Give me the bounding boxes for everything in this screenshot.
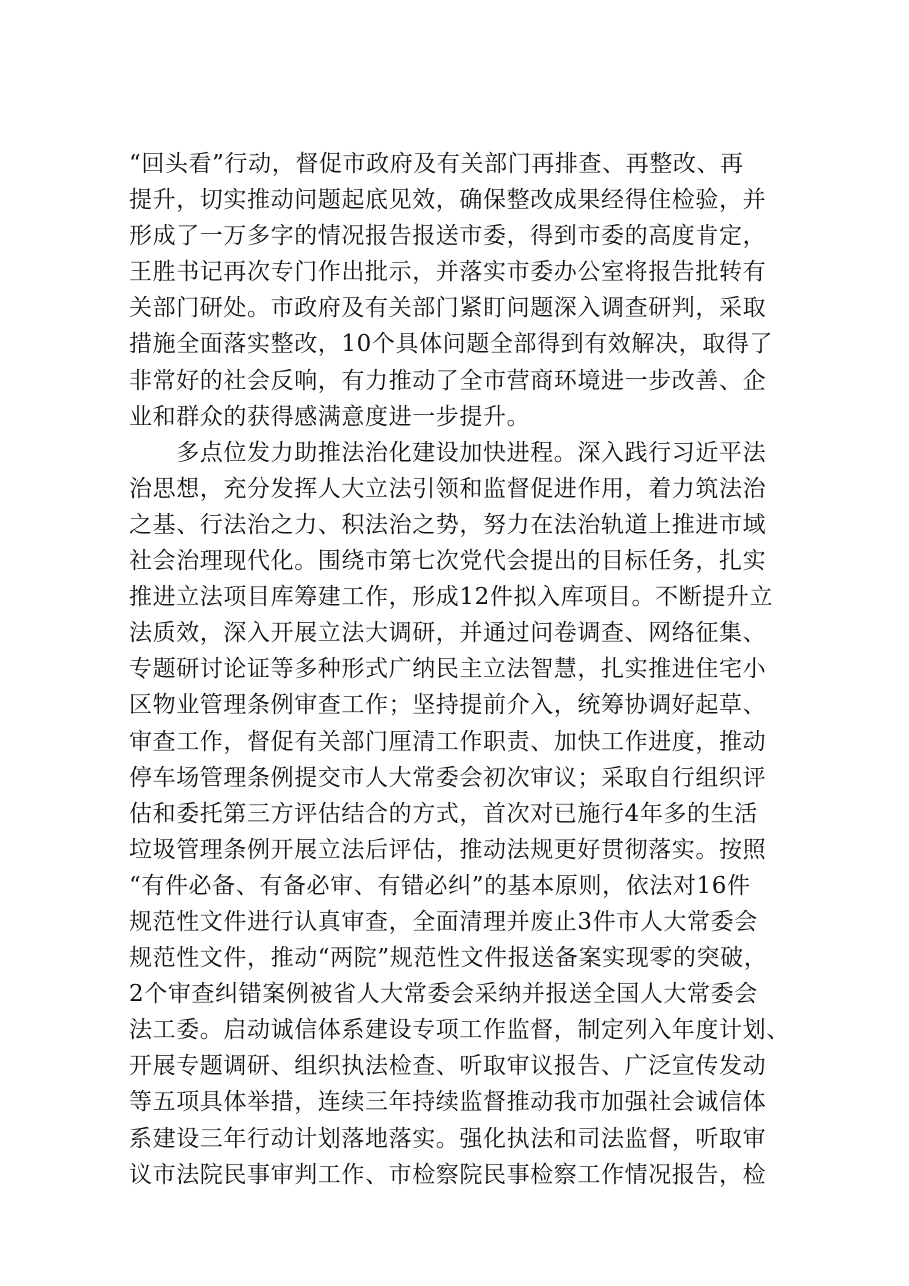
text-line: 法质效，深入开展立法大调研，并通过问卷调查、网络征集、	[129, 620, 767, 647]
text-line: 垃圾管理条例开展立法后评估，推动法规更好贯彻落实。按照	[129, 836, 767, 863]
text-line: “回头看”行动，督促市政府及有关部门再排查、再整改、再	[129, 151, 744, 177]
text-line: 审查工作，督促有关部门厘清工作职责、加快工作进度，推动	[129, 728, 767, 755]
text-line: 多点位发力助推法治化建设加快进程。深入践行习近平法	[129, 439, 767, 466]
text-line: 等五项具体举措，连续三年持续监督推动我市加强社会诚信体	[129, 1089, 767, 1116]
text-line: 之基、行法治之力、积法治之势，努力在法治轨道上推进市域	[129, 511, 767, 538]
text-line: 提升，切实推动问题起底见效，确保整改成果经得住检验，并	[129, 187, 767, 214]
text-line: 治思想，充分发挥人大立法引领和监督促进作用，着力筑法治	[129, 475, 767, 502]
text-line: 王胜书记再次专门作出批示，并落实市委办公室将报告批转有	[129, 259, 767, 286]
paragraph-1	[129, 146, 799, 435]
text-line: 系建设三年行动计划落地落实。强化执法和司法监督，听取审	[129, 1125, 767, 1152]
text-line: 专题研讨论证等多种形式广纳民主立法智慧，扎实推进住宅小	[129, 656, 767, 683]
text-line: 关部门研处。市政府及有关部门紧盯问题深入调查研判，采取	[129, 295, 767, 322]
text-line: 开展专题调研、组织执法检查、听取审议报告、广泛宣传发动	[129, 1053, 767, 1080]
text-line: 议市法院民事审判工作、市检察院民事检察工作情况报告，检	[129, 1161, 767, 1188]
text-line: 推进立法项目库筹建工作，形成12件拟入库项目。不断提升立	[129, 584, 774, 611]
body-text	[129, 146, 799, 1193]
text-line: “有件必备、有备必审、有错必纠”的基本原则，依法对16件	[129, 872, 751, 899]
text-line: 区物业管理条例审查工作；坚持提前介入，统筹协调好起草、	[129, 692, 767, 719]
text-line: 社会治理现代化。围绕市第七次党代会提出的目标任务，扎实	[129, 548, 767, 575]
text-line: 2个审查纠错案例被省人大常委会采纳并报送全国人大常委会	[129, 981, 758, 1008]
text-line: 业和群众的获得感满意度进一步提升。	[129, 403, 531, 430]
text-line: 法工委。启动诚信体系建设专项工作监督，制定列入年度计划、	[129, 1017, 790, 1044]
text-line: 规范性文件，推动“两院”规范性文件报送备案实现零的突破，	[129, 945, 768, 972]
text-line: 非常好的社会反响，有力推动了全市营商环境进一步改善、企	[129, 367, 767, 394]
text-line: 规范性文件进行认真审查，全面清理并废止3件市人大常委会	[129, 908, 758, 935]
paragraph-2	[129, 435, 799, 1193]
text-line: 措施全面落实整改，10个具体问题全部得到有效解决，取得了	[129, 331, 774, 358]
text-line: 停车场管理条例提交市人大常委会初次审议；采取自行组织评	[129, 764, 767, 791]
text-line: 形成了一万多字的情况报告报送市委，得到市委的高度肯定，	[129, 223, 767, 250]
text-line: 估和委托第三方评估结合的方式，首次对已施行4年多的生活	[129, 800, 758, 827]
